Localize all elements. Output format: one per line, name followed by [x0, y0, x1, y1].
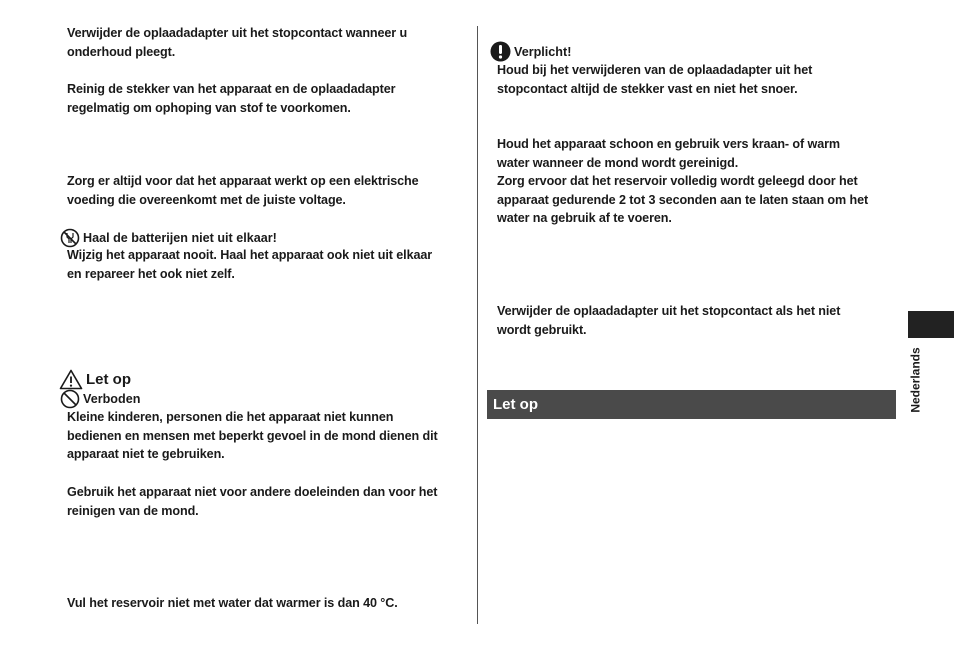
language-label: Nederlands	[909, 347, 924, 413]
paragraph-hold-plug	[497, 61, 812, 98]
mandatory-heading	[490, 41, 571, 62]
language-side-label	[908, 342, 924, 418]
text-line: wordt gebruikt.	[497, 322, 587, 337]
text-line: reinigen van de mond.	[67, 503, 199, 518]
text-line: en repareer het ook niet zelf.	[67, 266, 235, 281]
text-line: Kleine kinderen, personen die het apparaat niet kunnen	[67, 410, 394, 424]
prohibited-label: Verboden	[83, 392, 141, 406]
text-line: water wanneer de mond wordt gereinigd.	[497, 155, 739, 170]
paragraph-do-not-modify	[67, 246, 432, 283]
text-line: Verwijder de oplaadadapter uit het stopcontact wanneer u	[67, 26, 408, 40]
text-line: Verwijder de oplaadadapter uit het stopcontact als het niet	[497, 304, 841, 318]
language-tab-marker	[908, 311, 954, 338]
battery-warning-heading	[60, 228, 277, 248]
text-line: Zorg er altijd voor dat het apparaat werkt op een elektrische	[67, 174, 419, 188]
text-line: Gebruik het apparaat niet voor andere doeleinden dan voor het	[67, 485, 438, 499]
text-line: onderhoud pleegt.	[67, 44, 176, 59]
text-line: Wijzig het apparaat nooit. Haal het apparaat ook niet uit elkaar	[67, 248, 433, 262]
paragraph-clean-plug	[67, 80, 395, 117]
mandatory-label: Verplicht!	[514, 44, 572, 59]
paragraph-purpose	[67, 483, 437, 520]
caution-heading	[59, 369, 131, 390]
text-line: bedienen en mensen met beperkt gevoel in de mond dienen dit	[67, 428, 438, 443]
text-line: Houd het apparaat schoon en gebruik vers kraan- of warm	[497, 137, 841, 151]
no-disassemble-icon	[60, 228, 80, 248]
paragraph-unplug-unused	[497, 302, 840, 339]
text-line: Vul het reservoir niet met water dat warmer is dan 40 °C.	[67, 596, 398, 610]
text-line: voeding die overeenkomt met de juiste voltage.	[67, 192, 346, 207]
battery-warning-text: Haal de batterijen niet uit elkaar!	[83, 231, 277, 245]
text-line: Reinig de stekker van het apparaat en de oplaadadapter	[67, 82, 396, 96]
paragraph-unplug-maintenance	[67, 24, 407, 61]
text-line: apparaat gedurende 2 tot 3 seconden aan te laten staan om het	[497, 192, 869, 207]
paragraph-children	[67, 408, 438, 464]
prohibited-heading	[60, 389, 140, 409]
mandatory-exclamation-icon	[490, 41, 511, 62]
caution-title: Let op	[86, 370, 131, 388]
paragraph-water-temperature	[67, 594, 398, 613]
text-line: Houd bij het verwijderen van de oplaadadapter uit het	[497, 63, 813, 77]
paragraph-voltage	[67, 172, 419, 209]
text-line: Zorg ervoor dat het reservoir volledig wordt geleegd door het	[497, 174, 858, 188]
prohibited-circle-icon	[60, 389, 80, 409]
text-line: stopcontact altijd de stekker vast en niet het snoer.	[497, 81, 798, 96]
warning-triangle-icon	[59, 369, 83, 390]
text-line: regelmatig om ophoping van stof te voorkomen.	[67, 100, 351, 115]
text-line: apparaat niet te gebruiken.	[67, 447, 225, 461]
column-divider	[477, 26, 478, 624]
caution-section-bar: Let op	[487, 390, 896, 419]
text-line: water na gebruik af te voeren.	[497, 211, 672, 225]
paragraph-keep-clean	[497, 135, 868, 228]
